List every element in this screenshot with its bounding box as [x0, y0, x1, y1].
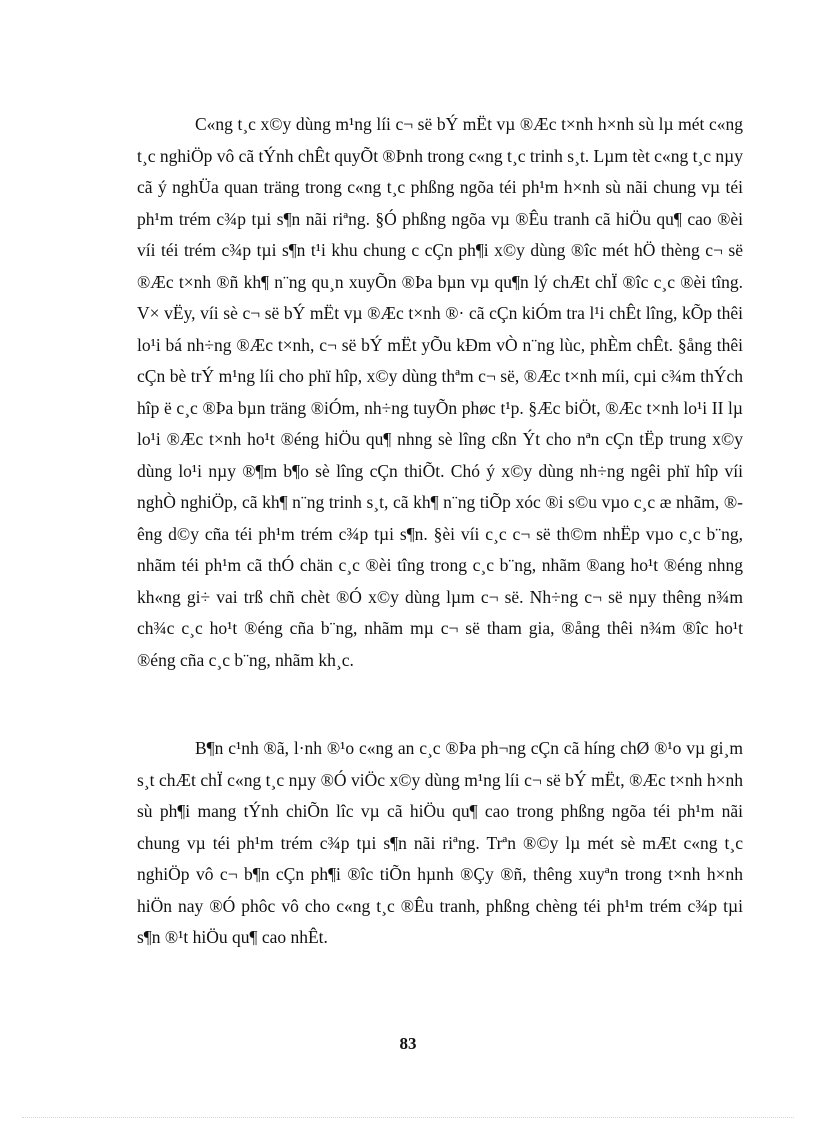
body-paragraph-1: C«ng t¸c x©y dùng m¹ng líi c¬ së bÝ mËt vµ ®Æc t×nh h×nh sù lµ mét c«ng t¸c nghiÖp vô cã tÝnh chÊt quyÕt ®Þnh trong c«ng t¸c trinh s¸t. Lµm tèt c«ng t¸c nµy cã ý nghÜa quan träng trong c«ng t¸c phßng ngõa téi ph¹m h×nh sù nãi chung vµ téi ph¹m trém c¾p tµi s¶n nãi riªng. §Ó phßng ngõa vµ ®Êu tranh cã hiÖu qu¶ cao ®èi víi téi trém c¾p tµi s¶n t¹i khu chung c cÇn ph¶i x©y dùng ®îc mét hÖ thèng c¬ së ®Æc t×nh ®ñ kh¶ n¨ng qu¸n xuyÕn ®Þa bµn vµ qu¶n lý chÆt chÏ ®îc c¸c ®èi tîng. V× vËy, víi sè c¬ së bÝ mËt vµ ®Æc t×nh ®· cã cÇn kiÓm tra l¹i chÊt lîng, kÕp thêi lo¹i bá nh÷ng ®Æc t×nh, c¬ së bÝ mËt yÕu kÐm vÒ n¨ng lùc, phÈm chÊt. §ång thêi cÇn bè trÝ m¹ng líi cho phï hîp, x©y dùng thªm c¬ së, ®Æc t×nh míi, cµi c¾m thÝch hîp ë c¸c ®Þa bµn träng ®iÓm, nh÷ng tuyÕn phøc t¹p. §Æc biÖt, ®Æc t×nh lo¹i II lµ lo¹i ®Æc t×nh ho¹t ®éng hiÖu qu¶ nhng sè lîng cßn Ýt cho nªn cÇn tËp trung x©y dùng lo¹i nµy ®¶m b¶o sè lîng cÇn thiÕt. Chó ý x©y dùng nh÷ng ngêi phï hîp víi nghÒ nghiÖp, cã kh¶ n¨ng trinh s¸t, cã kh¶ n¨ng tiÕp xóc ®i s©u vµo c¸c æ nhãm, ®êng d©y cña téi ph¹m trém c¾p tµi s¶n. §èi víi c¸c c¬ së th©m nhËp vµo c¸c b¨ng, nhãm téi ph¹m cã thÓ chän c¸c ®èi tîng trong c¸c b¨ng, nhãm ®ang ho¹t ®éng nhng kh«ng gi÷ vai trß chñ chèt ®Ó x©y dùng lµm c¬ së. Nh÷ng c¬ së nµy thêng n¾m ch¾c c¸c ho¹t ®éng cña b¨ng, nhãm mµ c¬ së tham gia, ®ång thêi n¾m ®îc ho¹t ®éng cña c¸c b¨ng, nhãm kh¸c. [137, 114, 743, 670]
page-bottom-divider [22, 1117, 794, 1118]
page-number: 83 [399, 1034, 417, 1053]
body-paragraph-2: B¶n c¹nh ®ã, l·nh ®¹o c«ng an c¸c ®Þa ph¬ng cÇn cã híng chØ ®¹o vµ gi¸m s¸t chÆt chÏ c«ng t¸c nµy ®Ó viÖc x©y dùng m¹ng líi c¬ së bÝ mËt, ®Æc t×nh h×nh sù ph¶i mang tÝnh chiÕn lîc vµ cã hiÖu qu¶ cao trong phßng ngõa téi ph¹m nãi chung vµ téi ph¹m trém c¾p tµi s¶n nãi riªng. Trªn ®©y lµ mét sè mÆt c«ng t¸c nghiÖp vô c¬ b¶n cÇn ph¶i ®îc tiÕn hµnh ®Çy ®ñ, thêng xuyªn trong t×nh h×nh hiÖn nay ®Ó phôc vô cho c«ng t¸c ®Êu tranh, phßng chèng téi ph¹m trém c¾p tµi s¶n ®¹t hiÖu qu¶ cao nhÊt. [137, 738, 743, 947]
